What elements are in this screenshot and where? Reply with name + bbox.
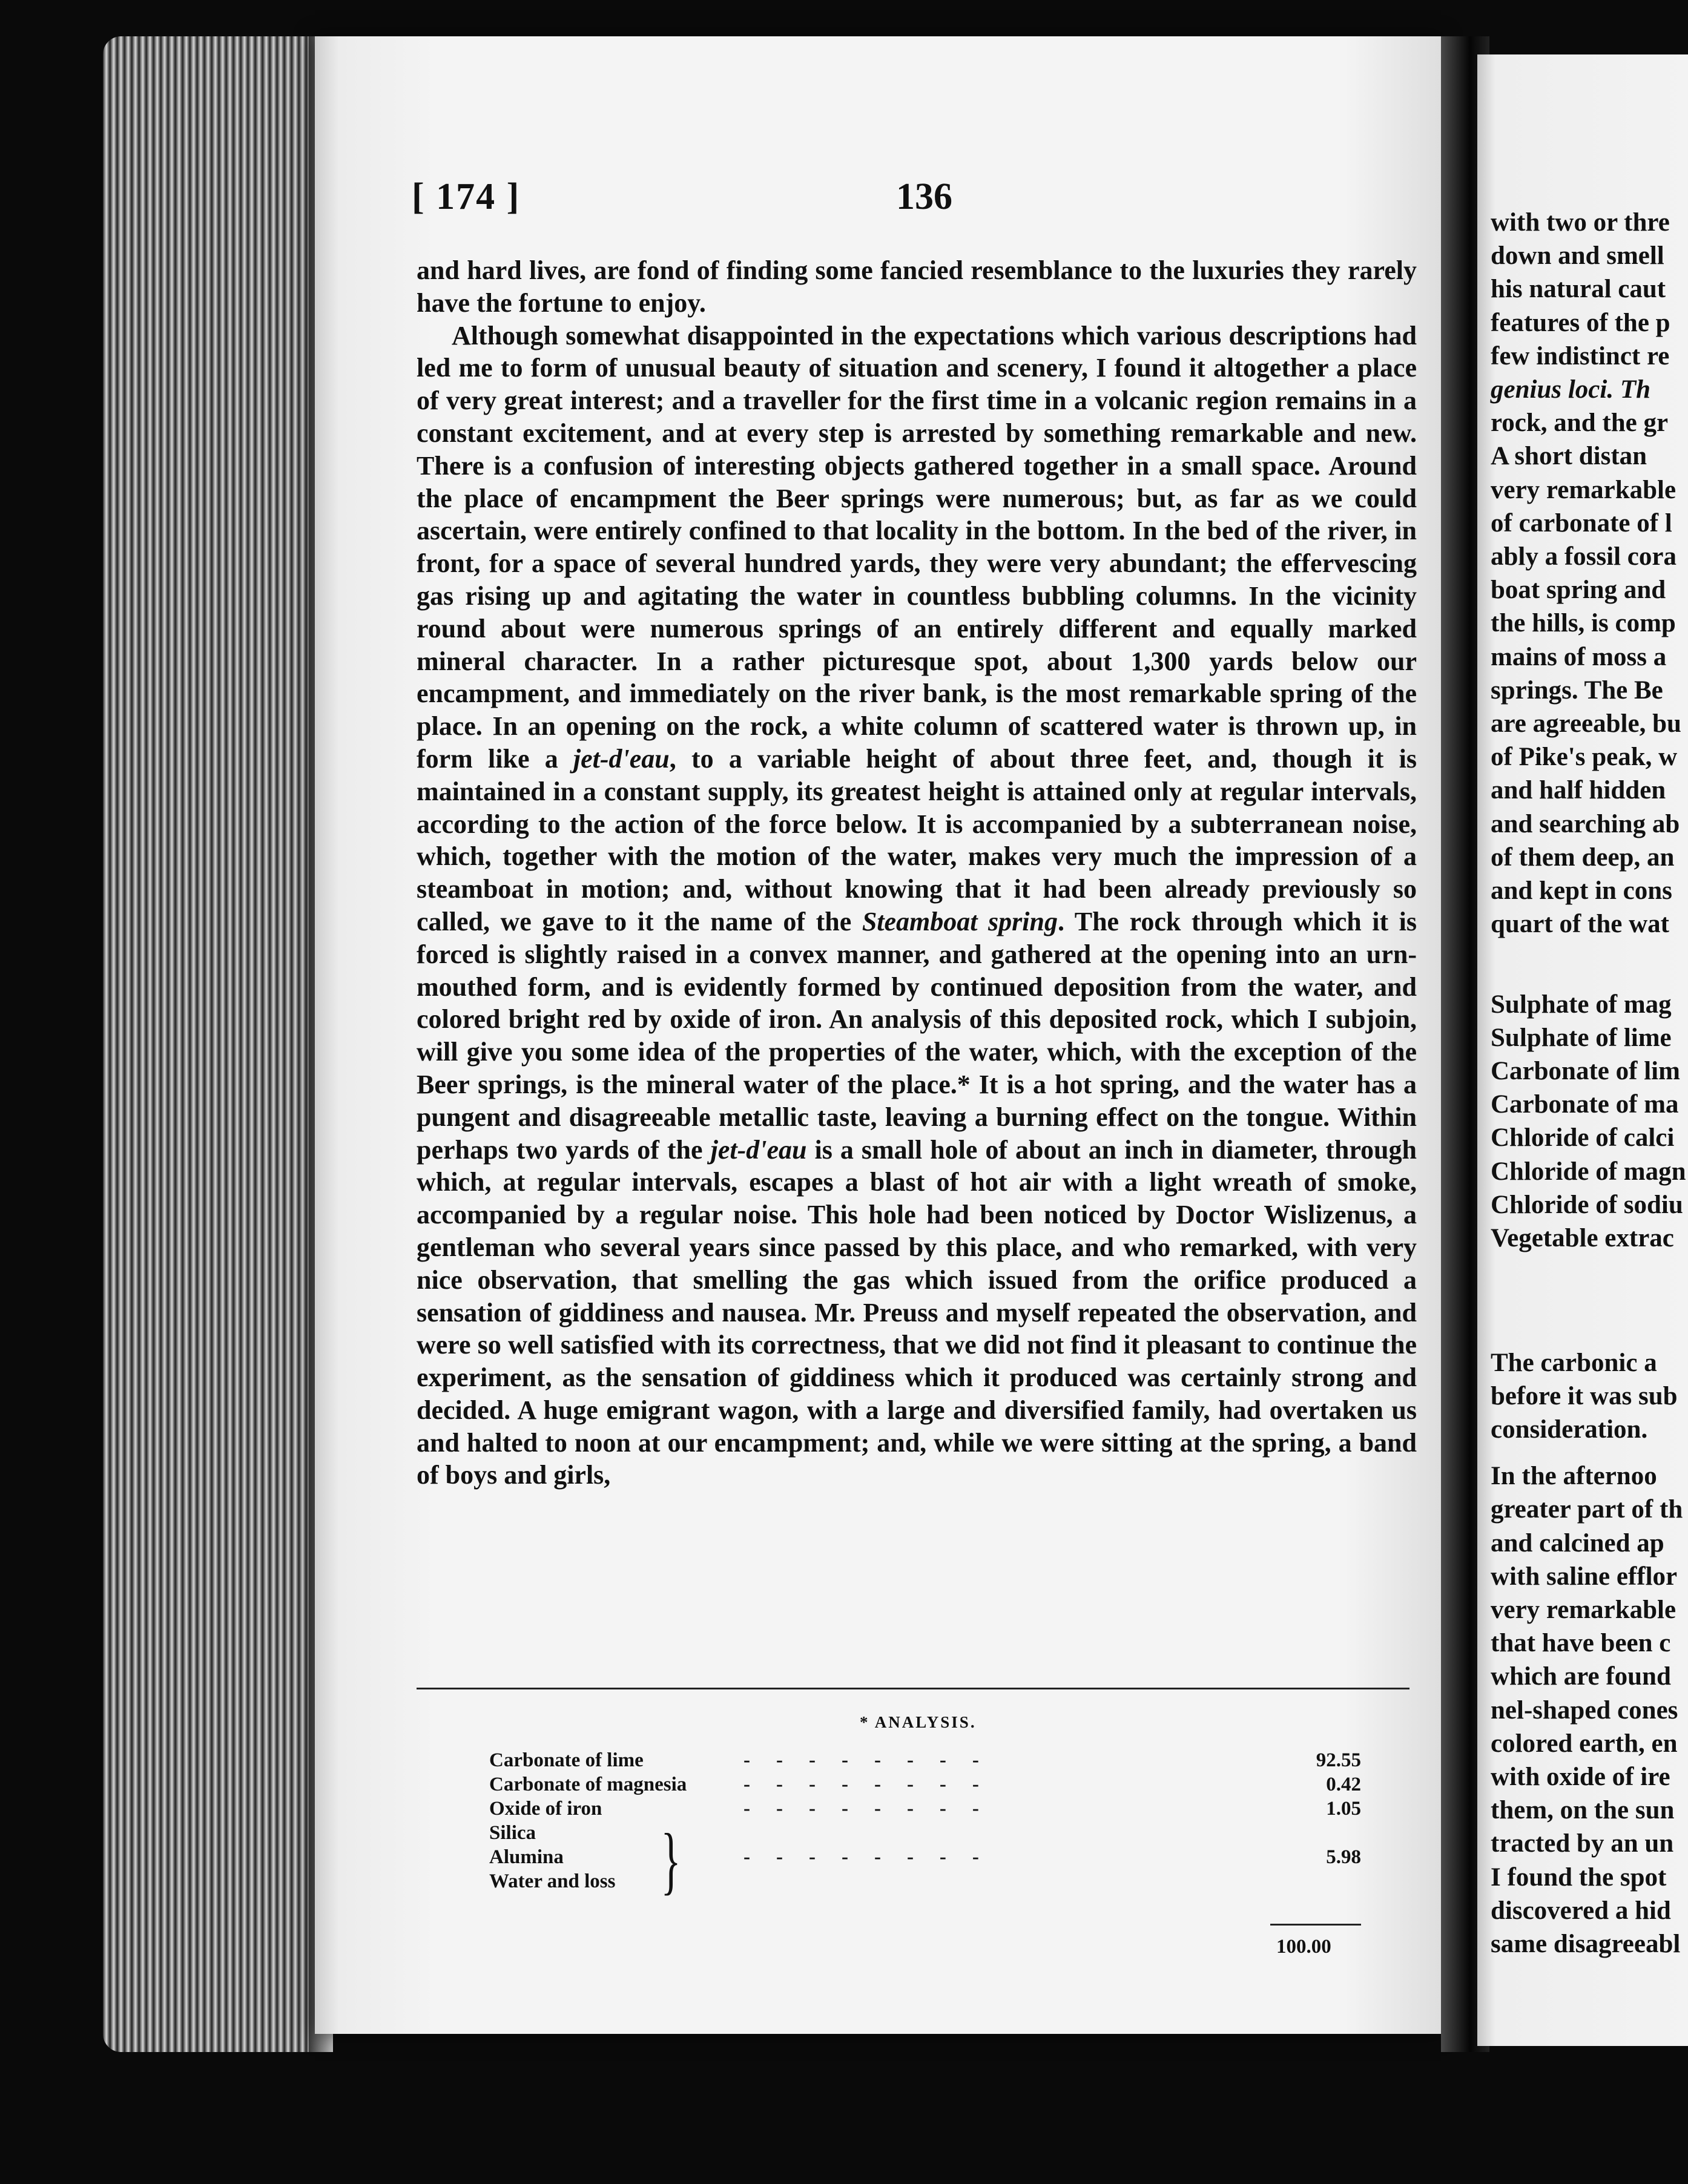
analysis-name: Silica: [489, 1822, 536, 1844]
right-page-line: Chloride of sodiu: [1491, 1190, 1683, 1219]
leader-dashes: - - - - - - - -: [743, 1798, 980, 1820]
italic-term: jet-d'eau: [573, 743, 670, 774]
right-page-line: tracted by an un: [1491, 1829, 1674, 1858]
right-page-line: them, on the sun: [1491, 1796, 1675, 1825]
analysis-row: [489, 1749, 1361, 1774]
right-page-line: of Pike's peak, w: [1491, 743, 1678, 772]
right-page-line: and kept in cons: [1491, 877, 1672, 905]
right-page-line: his natural caut: [1491, 275, 1666, 304]
leader-dashes: - - - - - - - -: [743, 1774, 980, 1795]
plate-number: [ 174 ]: [412, 176, 521, 217]
right-page-line: before it was sub: [1491, 1381, 1678, 1410]
right-page-line: that have been c: [1491, 1629, 1671, 1658]
right-page-line: springs. The Be: [1491, 676, 1663, 705]
analysis-value: 92.55: [1316, 1749, 1361, 1771]
right-page-line: rock, and the gr: [1491, 409, 1669, 438]
analysis-name: Oxide of iron: [489, 1798, 602, 1820]
analysis-row: [489, 1846, 1361, 1870]
right-page-line: greater part of th: [1491, 1495, 1683, 1524]
analysis-value: 1.05: [1326, 1798, 1361, 1820]
analysis-name: Carbonate of lime: [489, 1749, 644, 1771]
right-page-line: with two or thre: [1491, 208, 1670, 237]
italic-term: jet-d'eau: [710, 1134, 807, 1165]
right-page-line: colored earth, en: [1491, 1729, 1678, 1758]
right-page-line: are agreeable, bu: [1491, 709, 1681, 738]
right-page-line: which are found: [1491, 1662, 1671, 1691]
analysis-value: 0.42: [1326, 1774, 1361, 1795]
analysis-name: Water and loss: [489, 1870, 616, 1892]
right-page-line: genius loci. Th: [1491, 375, 1651, 404]
right-page-line: mains of moss a: [1491, 642, 1667, 671]
text-run: . The rock through which it is forced is slightly raised in a convex manner, and gathered at the opening into an urn-mouthed form, and is evidently formed by continued deposition from the water, and colored bright red by oxide of iron. An analysis of this deposited rock, which I subjoin, will give you some idea of the properties of the water, which, with the exception of the Beer springs, is the mineral water of the place.* It is a hot spring, and the water has a pungent and disagreeable metallic taste, leaving a burning effect on the tongue. Within perhaps two yards of the: [417, 906, 1417, 1165]
right-page-line: same disagreeabl: [1491, 1930, 1681, 1958]
italic-term: Steamboat spring: [862, 906, 1058, 936]
leader-dashes: - - - - - - - -: [743, 1846, 980, 1868]
right-page-line: Sulphate of mag: [1491, 990, 1672, 1019]
right-page-line: In the afternoo: [1491, 1462, 1657, 1491]
right-page-line: few indistinct re: [1491, 341, 1670, 370]
right-page-line: Carbonate of ma: [1491, 1090, 1679, 1119]
right-page-line: with oxide of ire: [1491, 1763, 1670, 1791]
analysis-total: 100.00: [1276, 1936, 1331, 1958]
analysis-row: [489, 1822, 1361, 1846]
book-page-edges: [103, 36, 321, 2052]
right-page-line: ably a fossil cora: [1491, 542, 1676, 571]
right-page-line: of carbonate of l: [1491, 508, 1672, 538]
right-page-line: A short distan: [1491, 442, 1647, 471]
analysis-value: 5.98: [1326, 1846, 1361, 1868]
analysis-row: [489, 1774, 1361, 1798]
main-text: [417, 254, 1417, 1492]
right-page-line: I found the spot: [1491, 1863, 1667, 1892]
right-page-line: and searching ab: [1491, 809, 1680, 838]
footnote-title: * ANALYSIS.: [860, 1713, 977, 1731]
right-page-line: Carbonate of lim: [1491, 1057, 1680, 1085]
analysis-name: Alumina: [489, 1846, 564, 1868]
right-page-line: The carbonic a: [1491, 1348, 1657, 1377]
right-page-line: with saline efflor: [1491, 1562, 1678, 1591]
leader-dashes: - - - - - - - -: [743, 1749, 980, 1771]
right-page-line: discovered a hid: [1491, 1896, 1671, 1925]
right-page-line: and calcined ap: [1491, 1528, 1664, 1557]
analysis-row: [489, 1870, 1361, 1895]
analysis-table: [489, 1749, 1361, 1903]
right-page-line: Sulphate of lime: [1491, 1023, 1672, 1052]
right-page-line: boat spring and: [1491, 576, 1666, 605]
right-page-line: quart of the wat: [1491, 910, 1669, 939]
text-run: is a small hole of about an inch in diameter, through which, at regular intervals, escapes a blast of hot air with a light wreath of smoke, accompanied by a regular noise. This hole had been noticed by Doctor Wislizenus, a gentleman who several years since passed by this place, and who remarked, with very nice observation, that smelling the gas which issued from the orifice produced a sensation of giddiness and nausea. Mr. Preuss and myself repeated the observation, and were so well satisfied with its correctness, that we did not find it pleasant to continue the experiment, as the sensation of giddiness which it produced was certainly strong and decided. A huge emigrant wagon, with a large and diversified family, had overtaken us and halted to noon at our encampment; and, while we were sitting at the spring, a band of boys and girls,: [417, 1134, 1417, 1490]
paragraph-continuation: and hard lives, are fond of finding some fancied resemblance to the luxuries they rarely have the fortune to enjoy.: [417, 255, 1417, 318]
right-page-line: Vegetable extrac: [1491, 1224, 1674, 1252]
right-page-line: the hills, is comp: [1491, 609, 1676, 638]
right-page-line: very remarkable: [1491, 1596, 1676, 1624]
right-page-line: consideration.: [1491, 1415, 1648, 1444]
footnote-rule: [417, 1688, 1409, 1689]
analysis-name: Carbonate of magnesia: [489, 1774, 687, 1795]
right-page-line: features of the p: [1491, 308, 1670, 337]
text-run: Although somewhat disappointed in the expectations which various descriptions had led me to form of unusual beauty of situation and scenery, I found it altogether a place of very great interest; and a traveller for the first time in a volcanic region remains in a constant excitement, and at every step is arrested by something remarkable and new. There is a confusion of interesting objects gathered together in a small space. Around the place of encampment the Beer springs were numerous; but, as far as we could ascertain, were entirely confined to that locality in the bottom. In the bed of the river, in front, for a space of several hundred yards, they were very abundant; the effervescing gas rising up and agitating the water in countless bubbling columns. In the vicinity round about were numerous springs of an entirely different and equally marked mineral character. In a rather picturesque spot, about 1,300 yards below our encampment, and immediately on the river bank, is the most remarkable spring of the place. In an opening on the rock, a white column of scattered water is thrown up, in form like a: [417, 320, 1417, 774]
right-page-line: Chloride of magn: [1491, 1157, 1686, 1186]
text-run: , to a variable height of about three feet, and, though it is maintained in a constant supply, its greatest height is attained only at regular intervals, according to the action of the force below. It is accompanied by a subterranean noise, which, together with the motion of the water, makes very much the impression of a steamboat in motion; and, without knowing that it had been already previously so called, we gave to it the name of the: [417, 743, 1417, 936]
right-page-line: very remarkable: [1491, 475, 1676, 504]
right-page-line: down and smell: [1491, 242, 1664, 271]
right-page-line: Chloride of calci: [1491, 1123, 1675, 1153]
page-number: 136: [896, 176, 952, 217]
paragraph-main: [417, 320, 1417, 1492]
right-page-line: and half hidden: [1491, 776, 1666, 805]
total-rule: [1270, 1924, 1361, 1926]
curly-brace-icon: }: [661, 1819, 681, 1903]
right-page-fragment: [1477, 54, 1688, 2046]
right-page-line: of them deep, an: [1491, 843, 1675, 872]
right-page-line: nel-shaped cones: [1491, 1696, 1678, 1725]
analysis-row: [489, 1798, 1361, 1822]
